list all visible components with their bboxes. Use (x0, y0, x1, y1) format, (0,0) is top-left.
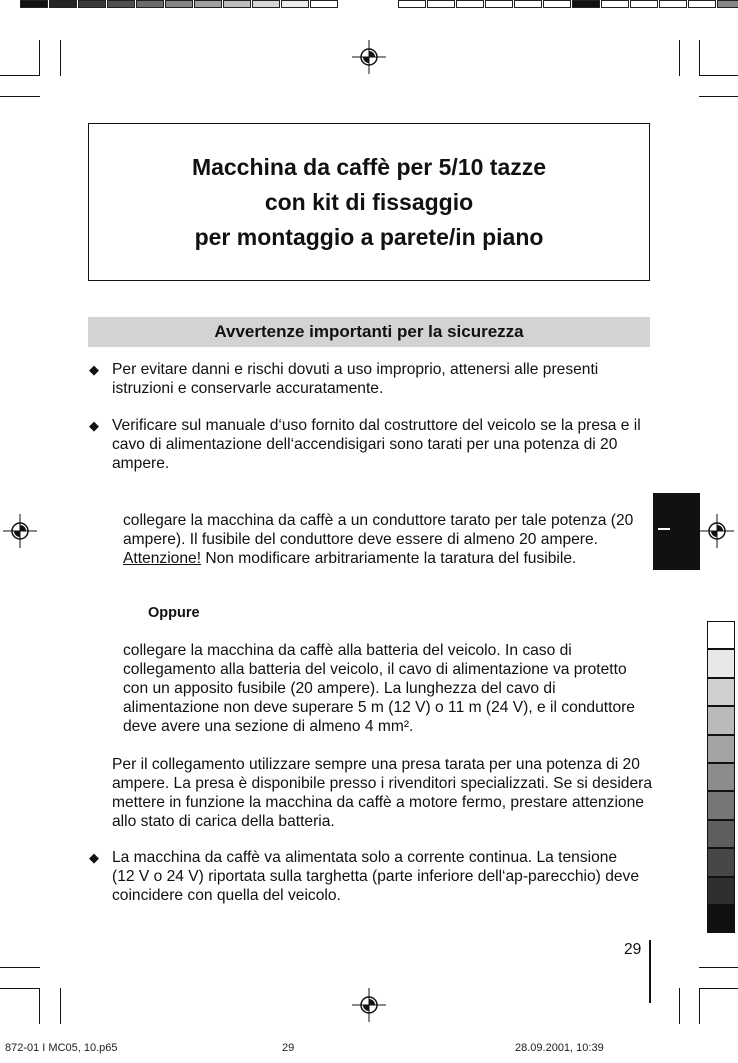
top-right-color-bar (398, 0, 738, 8)
crop-mark (60, 40, 61, 76)
bullet-text-3: La macchina da caffè va alimentata solo a corrente continua. La tensione (12 V o 24 V) riportata sulla targhetta (parte inferiore dell‘ap-parecchio) deve coincidere con quella del veicolo. (112, 849, 640, 904)
color-swatch (514, 0, 542, 8)
color-swatch (543, 0, 571, 8)
color-swatch (165, 0, 193, 8)
registration-mark-icon (352, 988, 386, 1022)
page-number: 29 (624, 941, 642, 958)
title-line-3: per montaggio a parete/in piano (194, 223, 544, 250)
option-2-text: collegare la macchina da caffè alla batteria del veicolo. In caso di collegamento alla batteria del veicolo, il cavo di alimentazione va protetto con un apposito fusibile (20 ampere). La lunghezza del cavo di alimentazione non deve superare 5 m (12 V) o 11 m (24 V), e il conduttore deve avere una sezione di almeno 4 mm². (123, 642, 635, 735)
page-number-rule (649, 940, 651, 1003)
diamond-bullet-icon: ◆ (89, 850, 99, 865)
crop-mark (679, 40, 680, 76)
registration-mark-icon (3, 514, 37, 548)
registration-mark-icon (352, 40, 386, 74)
color-swatch (659, 0, 687, 8)
crop-mark (699, 96, 738, 97)
color-swatch (707, 649, 735, 677)
connection-note: Per il collegamento utilizzare sempre una presa tarata per una potenza di 20 ampere. La presa è disponibile presso i rivenditori specializzati. Se si desidera mettere in funzione la macchina da caffè a motore fermo, prestare attenzione allo stato di carica della batteria. (112, 756, 652, 830)
color-swatch (717, 0, 738, 8)
color-swatch (223, 0, 251, 8)
color-swatch (78, 0, 106, 8)
crop-mark (39, 40, 40, 76)
color-swatch (281, 0, 309, 8)
color-swatch (707, 820, 735, 848)
bullet-text-1: Per evitare danni e rischi dovuti a uso improprio, attenersi alle presenti istruzioni e conservarle accuratamente. (112, 361, 599, 397)
color-swatch (398, 0, 426, 8)
color-swatch (707, 763, 735, 791)
crop-mark (60, 988, 61, 1024)
color-swatch (707, 706, 735, 734)
title-line-2: con kit di fissaggio (264, 188, 474, 215)
crop-mark (699, 967, 738, 968)
color-swatch (572, 0, 600, 8)
top-left-color-bar (20, 0, 339, 8)
color-swatch (310, 0, 338, 8)
crop-mark (699, 988, 738, 989)
diamond-bullet-icon: ◆ (89, 362, 99, 377)
option-1-text (123, 511, 650, 568)
title-line-1: Macchina da caffè per 5/10 tazze (191, 153, 547, 180)
diamond-bullet-icon: ◆ (89, 418, 99, 433)
color-swatch (427, 0, 455, 8)
color-swatch (707, 905, 735, 933)
crop-mark (699, 75, 738, 76)
footer-file: 872-01 I MC05, 10.p65 (5, 1042, 118, 1054)
gray-scale-strip (707, 621, 735, 933)
language-tab (653, 493, 700, 570)
tab-dash (658, 528, 670, 530)
color-swatch (49, 0, 77, 8)
color-swatch (20, 0, 48, 8)
crop-mark (0, 96, 40, 97)
title-box (88, 123, 650, 281)
color-swatch (707, 877, 735, 905)
registration-mark-icon (700, 514, 734, 548)
crop-mark (0, 75, 40, 76)
color-swatch (194, 0, 222, 8)
crop-mark (0, 988, 40, 989)
footer-page: 29 (282, 1042, 295, 1054)
color-swatch (601, 0, 629, 8)
footer-datetime: 28.09.2001, 10:39 (515, 1042, 604, 1054)
color-swatch (707, 848, 735, 876)
color-swatch (707, 678, 735, 706)
crop-mark (699, 988, 700, 1024)
color-swatch (252, 0, 280, 8)
crop-mark (0, 967, 40, 968)
option-1-body: collegare la macchina da caffè a un conduttore tarato per tale potenza (20 ampere). Il fusibile del conduttore deve essere di almeno 20 ampere. (123, 512, 634, 548)
section-heading: Avvertenze importanti per la sicurezza (88, 317, 650, 347)
color-swatch (107, 0, 135, 8)
color-swatch (630, 0, 658, 8)
bullet-text-2: Verificare sul manuale d‘uso fornito dal costruttore del veicolo se la presa e il cavo di alimentazione dell‘accendisigari sono tarati per una potenza di 20 ampere. (112, 417, 641, 472)
color-swatch (485, 0, 513, 8)
color-swatch (707, 735, 735, 763)
color-swatch (688, 0, 716, 8)
color-swatch (136, 0, 164, 8)
crop-mark (39, 988, 40, 1024)
attention-text: Non modificare arbitrariamente la taratura del fusibile. (201, 550, 577, 567)
crop-mark (699, 40, 700, 76)
color-swatch (707, 791, 735, 819)
color-swatch (456, 0, 484, 8)
attention-label: Attenzione! (123, 550, 202, 567)
color-swatch (707, 621, 735, 649)
crop-mark (679, 988, 680, 1024)
or-label: Oppure (148, 605, 200, 621)
